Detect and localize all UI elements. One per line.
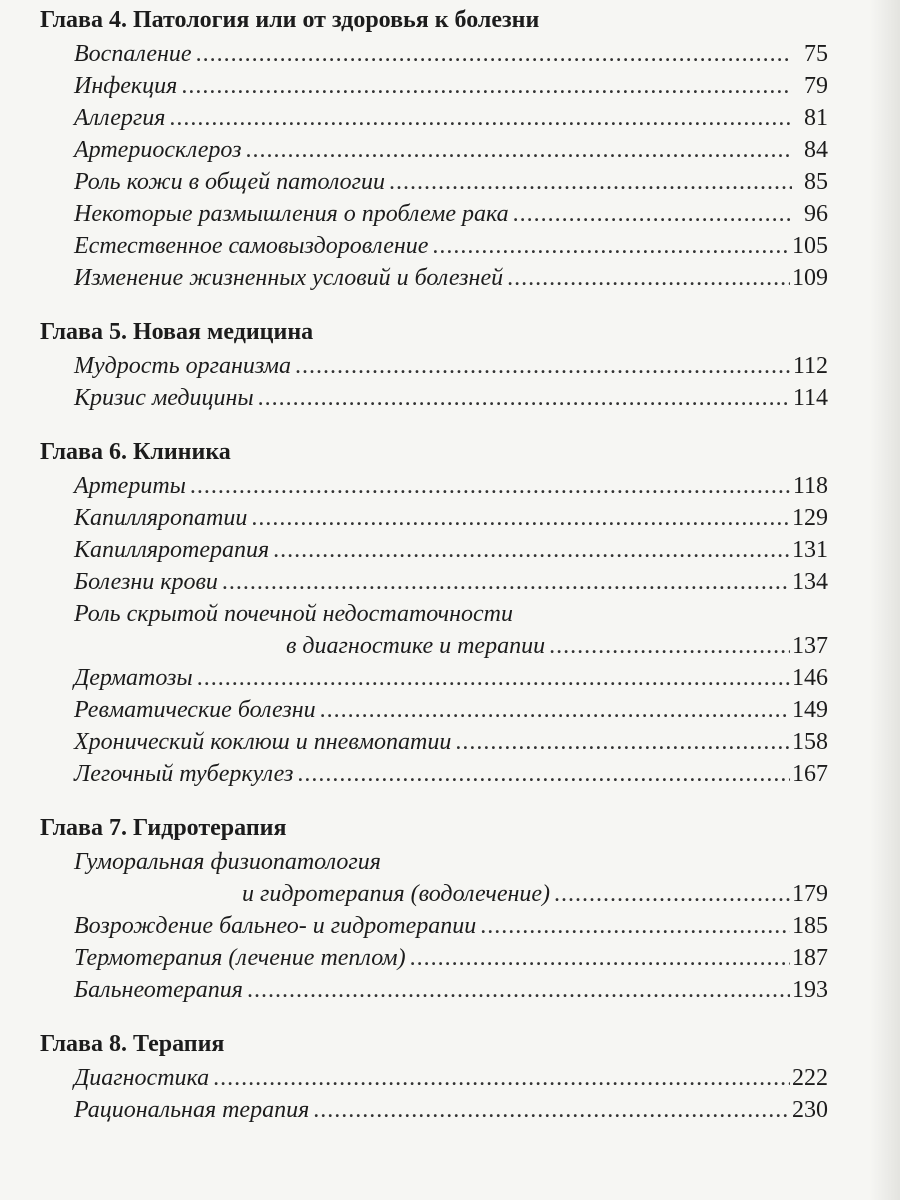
toc-entry-title-continuation: в диагностике и терапии bbox=[286, 633, 546, 659]
chapter-section bbox=[40, 1030, 828, 1126]
toc-entry-title: Термотерапия (лечение теплом) bbox=[74, 945, 406, 971]
toc-entry-title: Гуморальная физиопатология bbox=[74, 849, 381, 875]
toc-entry[interactable] bbox=[40, 534, 828, 566]
page-number: 112 bbox=[792, 353, 828, 379]
toc-entry[interactable] bbox=[40, 566, 828, 598]
chapter-title: Глава 8. Терапия bbox=[40, 1031, 225, 1057]
page-number: 222 bbox=[792, 1065, 828, 1091]
toc-entry[interactable] bbox=[40, 758, 828, 790]
toc-entry[interactable] bbox=[40, 662, 828, 694]
page-number: 167 bbox=[792, 761, 828, 787]
toc-entry[interactable] bbox=[40, 102, 828, 134]
page-number: 134 bbox=[792, 569, 828, 595]
toc-entry-title: Легочный туберкулез bbox=[74, 761, 294, 787]
dot-leader bbox=[197, 662, 790, 694]
toc-entry[interactable] bbox=[40, 630, 828, 662]
toc-entry[interactable] bbox=[40, 198, 828, 230]
toc-entry-title: Капилляропатии bbox=[74, 505, 248, 531]
toc-entry[interactable] bbox=[40, 230, 828, 262]
page-number: 79 bbox=[804, 73, 828, 99]
chapter-title: Глава 7. Гидротерапия bbox=[40, 815, 287, 841]
toc-entry[interactable] bbox=[40, 262, 828, 294]
toc-entry-title: Болезни крови bbox=[74, 569, 218, 595]
table-of-contents bbox=[40, 6, 828, 1150]
dot-leader bbox=[455, 726, 790, 758]
toc-entry[interactable] bbox=[40, 350, 828, 382]
toc-entry-title: Возрождение бальнео- и гидротерапии bbox=[74, 913, 477, 939]
toc-entry[interactable] bbox=[40, 726, 828, 758]
page-number: 187 bbox=[792, 945, 828, 971]
toc-entry-title: Естественное самовыздоровление bbox=[74, 233, 429, 259]
dot-leader bbox=[554, 878, 790, 910]
toc-entry[interactable] bbox=[40, 942, 828, 974]
toc-entry-first-line bbox=[40, 846, 828, 878]
page-number: 185 bbox=[792, 913, 828, 939]
toc-entry-title: Ревматические болезни bbox=[74, 697, 316, 723]
toc-entry-title-continuation: и гидротерапия (водолечение) bbox=[242, 881, 551, 907]
chapter-section bbox=[40, 318, 828, 414]
toc-entry-title: Артериты bbox=[74, 473, 186, 499]
chapter-section bbox=[40, 814, 828, 1006]
toc-entry[interactable] bbox=[40, 502, 828, 534]
dot-leader bbox=[513, 198, 792, 230]
dot-leader bbox=[313, 1094, 790, 1126]
chapter-section bbox=[40, 6, 828, 294]
page-number: 146 bbox=[792, 665, 828, 691]
page-number: 149 bbox=[792, 697, 828, 723]
page-number: 81 bbox=[804, 105, 828, 131]
dot-leader bbox=[507, 262, 790, 294]
toc-entry-title: Некоторые размышления о проблеме рака bbox=[74, 201, 509, 227]
page-number: 118 bbox=[792, 473, 828, 499]
dot-leader bbox=[247, 974, 790, 1006]
toc-entry-title: Аллергия bbox=[74, 105, 166, 131]
toc-entry-title: Артериосклероз bbox=[74, 137, 242, 163]
toc-entry-title: Капилляротерапия bbox=[74, 537, 270, 563]
dot-leader bbox=[432, 230, 790, 262]
dot-leader bbox=[181, 70, 792, 102]
page-number: 105 bbox=[792, 233, 828, 259]
dot-leader bbox=[222, 566, 790, 598]
toc-entry-title: Воспаление bbox=[74, 41, 192, 67]
chapter-title: Глава 6. Клиника bbox=[40, 439, 231, 465]
toc-entry[interactable] bbox=[40, 1094, 828, 1126]
dot-leader bbox=[297, 758, 790, 790]
toc-entry-title: Рациональная терапия bbox=[74, 1097, 310, 1123]
chapter-section bbox=[40, 438, 828, 790]
toc-entry[interactable] bbox=[40, 1062, 828, 1094]
toc-entry[interactable] bbox=[40, 910, 828, 942]
dot-leader bbox=[320, 694, 790, 726]
toc-entry[interactable] bbox=[40, 382, 828, 414]
toc-entry-title: Диагностика bbox=[74, 1065, 210, 1091]
dot-leader bbox=[389, 166, 792, 198]
toc-entry[interactable] bbox=[40, 134, 828, 166]
page-number: 131 bbox=[792, 537, 828, 563]
toc-entry[interactable] bbox=[40, 166, 828, 198]
toc-entry-title: Дерматозы bbox=[74, 665, 193, 691]
page-edge-shadow bbox=[870, 0, 900, 1200]
toc-entry-title: Инфекция bbox=[74, 73, 178, 99]
toc-entry[interactable] bbox=[40, 878, 828, 910]
dot-leader bbox=[190, 470, 791, 502]
chapter-title: Глава 4. Патология или от здоровья к болезни bbox=[40, 7, 540, 33]
toc-entry-title: Бальнеотерапия bbox=[74, 977, 243, 1003]
toc-entry[interactable] bbox=[40, 974, 828, 1006]
dot-leader bbox=[549, 630, 790, 662]
toc-entry-first-line bbox=[40, 598, 828, 630]
page-number: 193 bbox=[792, 977, 828, 1003]
dot-leader bbox=[169, 102, 792, 134]
toc-entry-title: Хронический коклюш и пневмопатии bbox=[74, 729, 452, 755]
dot-leader bbox=[213, 1062, 790, 1094]
toc-entry-title: Роль скрытой почечной недостаточности bbox=[74, 601, 513, 627]
toc-entry[interactable] bbox=[40, 470, 828, 502]
page-number: 109 bbox=[792, 265, 828, 291]
dot-leader bbox=[273, 534, 790, 566]
toc-entry[interactable] bbox=[40, 694, 828, 726]
page-number: 75 bbox=[804, 41, 828, 67]
dot-leader bbox=[196, 38, 792, 70]
dot-leader bbox=[245, 134, 792, 166]
dot-leader bbox=[480, 910, 790, 942]
page-number: 85 bbox=[804, 169, 828, 195]
dot-leader bbox=[251, 502, 790, 534]
toc-entry[interactable] bbox=[40, 70, 828, 102]
dot-leader bbox=[258, 382, 791, 414]
page-number: 158 bbox=[792, 729, 828, 755]
page-number: 137 bbox=[792, 633, 828, 659]
dot-leader bbox=[295, 350, 791, 382]
toc-entry[interactable] bbox=[40, 38, 828, 70]
toc-entry-title: Мудрость организма bbox=[74, 353, 291, 379]
page-number: 230 bbox=[792, 1097, 828, 1123]
dot-leader bbox=[410, 942, 790, 974]
page-number: 179 bbox=[792, 881, 828, 907]
toc-entry-title: Кризис медицины bbox=[74, 385, 254, 411]
toc-entry-title: Изменение жизненных условий и болезней bbox=[74, 265, 504, 291]
page-number: 84 bbox=[804, 137, 828, 163]
toc-entry-title: Роль кожи в общей патологии bbox=[74, 169, 386, 195]
page-number: 129 bbox=[792, 505, 828, 531]
chapter-title: Глава 5. Новая медицина bbox=[40, 319, 314, 345]
page-number: 114 bbox=[792, 385, 828, 411]
page-number: 96 bbox=[804, 201, 828, 227]
